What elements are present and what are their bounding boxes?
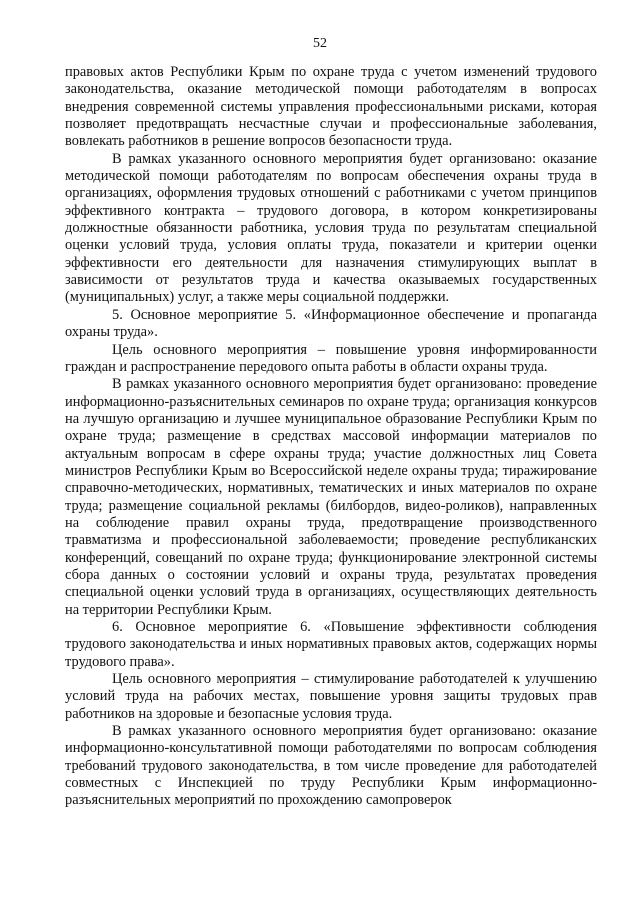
document-body	[65, 64, 597, 810]
paragraph-4: Цель основного мероприятия – повышение уровня информированности граждан и распространение передового опыта работы в области охраны труда.	[65, 341, 597, 375]
page-number: 52	[313, 36, 327, 51]
paragraph-3-heading: 5. Основное мероприятие 5. «Информационное обеспечение и пропаганда охраны труда».	[65, 306, 597, 341]
paragraph-5: В рамках указанного основного мероприятия будет организовано: проведение информационно-разъяснительных семинаров по охране труда; организация конкурсов на лучшую организацию и лучшее муниципальное образование Республики Крым по охране труда; размещение в средствах массовой информации материалов по актуальным вопросам в сфере охраны труда; участие должностных лиц Совета министров Республики Крым во Всероссийской неделе охраны труда; тиражирование справочно-методических, нормативных, тематических и иных материалов по охране труда; размещение социальной рекламы (билбордов, видео-роликов), направленных на соблюдение правил охраны труда, предотвращение производственного травматизма и профессиональной заболеваемости; проведение республиканских конференций, совещаний по охране труда; функционирование электронной системы сбора данных о состоянии условий и охраны труда, результатах проведения специальной оценки условий труда в организациях, осуществляющих деятельность на территории Республики Крым.	[65, 376, 597, 618]
paragraph-8: В рамках указанного основного мероприятия будет организовано: оказание информационно-консультативной помощи работодателями по вопросам соблюдения требований трудового законодательства, в том числе проведение для работодателей совместных с Инспекцией по труду Республики Крым информационно-разъяснительных мероприятий по прохождению самопроверок	[65, 723, 597, 809]
paragraph-6-heading: 6. Основное мероприятие 6. «Повышение эффективности соблюдения трудового законодательства и иных нормативных правовых актов, содержащих нормы трудового права».	[65, 619, 597, 670]
paragraph-1: правовых актов Республики Крым по охране труда с учетом изменений трудового законодательства, оказание методической помощи работодателям в вопросах внедрения современной системы управления профессиональными рисками, которая позволяет предотвращать несчастные случаи и профессиональные заболевания, вовлекать работников в решение вопросов безопасности труда.	[65, 64, 597, 150]
paragraph-7: Цель основного мероприятия – стимулирование работодателей к улучшению условий труда на рабочих местах, повышение уровня защиты трудовых прав работников на здоровые и безопасные условия труда.	[65, 671, 597, 722]
paragraph-2: В рамках указанного основного мероприятия будет организовано: оказание методической помощи работодателям по вопросам обеспечения охраны труда в организациях, оформления трудовых отношений с работниками с учетом принципов эффективного контракта – трудового договора, в котором конкретизированы должностные обязанности работника, условия труда по результатам специальной оценки условий труда, условия оплаты труда, показатели и критерии оценки эффективности его деятельности для назначения стимулирующих выплат в зависимости от результатов труда и качества оказываемых государственных (муниципальных) услуг, а также меры социальной поддержки.	[65, 150, 597, 306]
